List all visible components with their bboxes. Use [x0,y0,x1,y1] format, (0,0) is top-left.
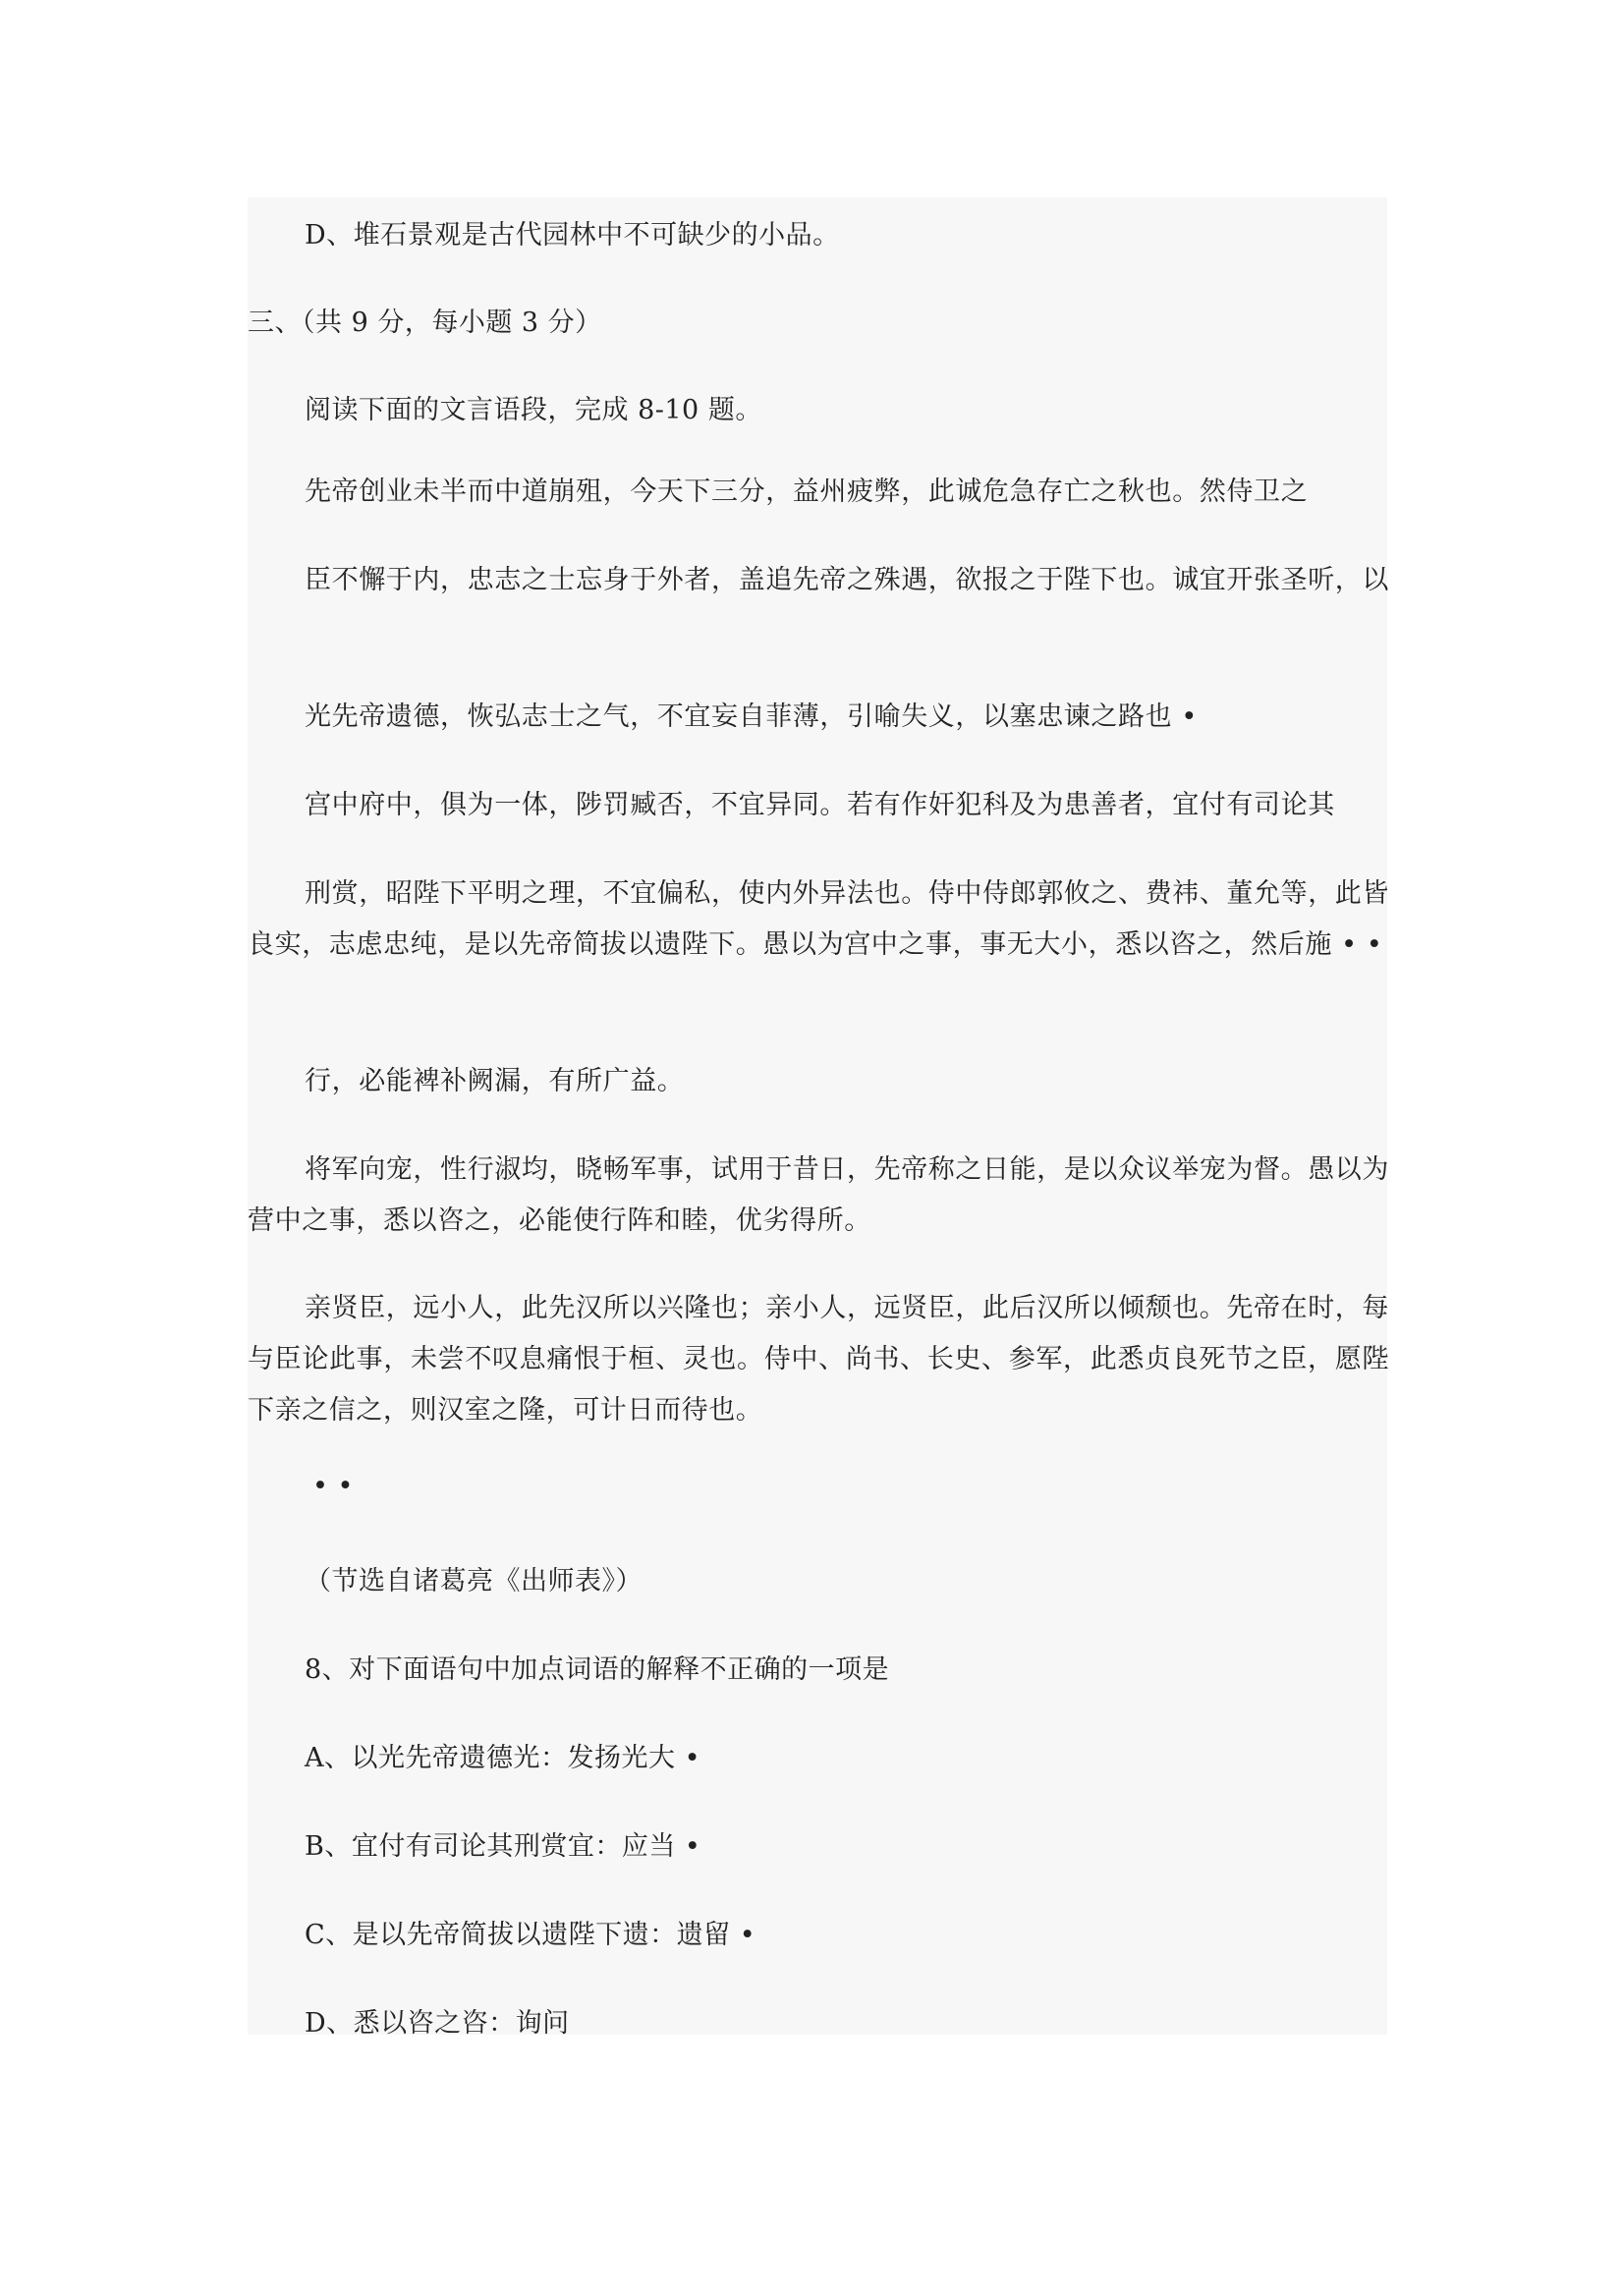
passage-line-6: 行，必能裨补阙漏，有所广益。 [305,1066,685,1096]
question-8-option-d: D、悉以咨之咨：询问 [305,2008,570,2039]
passage-line-4: 宫中府中，俱为一体，陟罚臧否，不宜异同。若有作奸犯科及为患善者，宜付有司论其 [305,790,1335,820]
question-8-option-a: A、以光先帝遗德光：发扬光大 • [305,1743,701,1773]
passage-line-2: 臣不懈于内，忠志之士忘身于外者，盖追先帝之殊遇，欲报之于陛下也。诚宜开张圣听，以 [305,565,1389,595]
passage-source: （节选自诸葛亮《出师表》） [305,1566,643,1596]
question-8: 8、对下面语句中加点词语的解释不正确的一项是 [305,1654,890,1685]
option-d-previous: D、堆石景观是古代园林中不可缺少的小品。 [305,220,840,251]
question-8-option-c: C、是以先帝简拔以遗陛下遗：遗留 • [305,1920,756,1950]
passage-paragraph-8: 亲贤臣，远小人，此先汉所以兴隆也；亲小人，远贤臣，此后汉所以倾颓也。先帝在时，每与臣论此事，未尝不叹息痛恨于桓、灵也。侍中、尚书、长史、参军，此悉贞良死节之臣，愿陛下亲之信之，则汉室之隆，可计日而待也。 [248,1293,1389,1426]
passage-paragraph-5: 刑赏，昭陛下平明之理，不宜偏私，使内外异法也。侍中侍郎郭攸之、费祎、董允等，此皆良实，志虑忠纯，是以先帝简拔以遗陛下。愚以为宫中之事，事无大小，悉以咨之，然后施 • • [248,878,1389,960]
reading-instruction: 阅读下面的文言语段，完成 8-10 题。 [305,395,762,425]
question-8-option-b: B、宜付有司论其刑赏宜：应当 • [305,1831,701,1862]
emphasis-dots: • • [312,1471,354,1501]
passage-line-1: 先帝创业未半而中道崩殂，今天下三分，益州疲弊，此诚危急存亡之秋也。然侍卫之 [305,476,1309,507]
section-header: 三、（共 9 分，每小题 3 分） [248,308,602,338]
passage-paragraph-7: 将军向宠，性行淑均，晓畅军事，试用于昔日，先帝称之日能，是以众议举宠为督。愚以为营中之事，悉以咨之，必能使行阵和睦，优劣得所。 [248,1154,1389,1236]
passage-line-3: 光先帝遗德，恢弘志士之气，不宜妄自菲薄，引喻失义，以塞忠谏之路也 • [305,701,1198,732]
